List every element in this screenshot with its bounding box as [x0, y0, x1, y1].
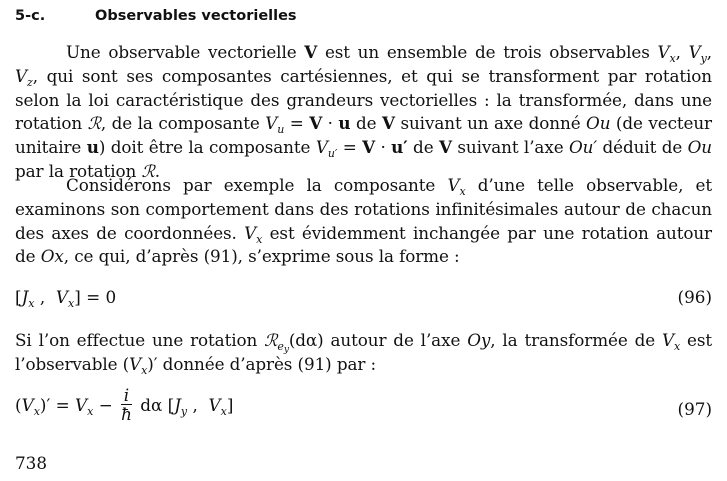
text-run: ) doit être la composante	[98, 137, 316, 158]
text-run: donnée d’après (91) par :	[157, 353, 377, 374]
section-title: Observables vectorielles	[95, 8, 297, 24]
text-run: déduit de	[597, 137, 688, 158]
text-run: , ce qui, d’après (91), s’exprime sous la forme :	[63, 246, 460, 267]
text-run: de	[407, 137, 439, 158]
equation-number: (96)	[677, 287, 712, 307]
equation-number: (97)	[677, 399, 712, 419]
text-run: , la transformée de	[490, 330, 662, 350]
page-number: 738	[15, 453, 48, 473]
text-run: est un ensemble de trois observables	[317, 42, 658, 62]
text-run: est l’observable	[15, 330, 712, 374]
paragraph-rotation: Si l’on effectue une rotation ℛ$_{e_y}$(dα) autour de l’axe Oy, la transformée de $V_x$ est l’observable $(V_x)'$ donnée d’après (91) par :	[15, 330, 712, 377]
text-run: d’une telle observable, et examinons son comportement dans des rotations infinitésimales autour de chacun des axes de coordonnées.	[15, 175, 712, 243]
text-run: .	[154, 160, 160, 181]
equation-96	[15, 287, 712, 311]
text-run: Une observable vectorielle	[66, 42, 305, 62]
text-run: Si l’on effectue une rotation	[15, 330, 265, 350]
text-run: par la rotation	[15, 160, 142, 181]
text-run: suivant un axe donné	[394, 113, 587, 134]
fraction-i-over-hbar: $\frac{i}{ħ}$	[121, 385, 132, 424]
text-run: , qui sont ses composantes cartésiennes, et qui se transforment par rotation selon la loi caractéristique des grandeurs vectorielles : la transformée, dans une rotation	[15, 65, 712, 134]
section-heading	[15, 8, 715, 24]
text-run: de	[350, 113, 383, 134]
equation-expression: [$J_x$ , $V_x] = 0$	[15, 287, 117, 310]
section-number: 5-c.	[15, 8, 46, 24]
equation-97	[15, 385, 712, 432]
text-run: (de vecteur unitaire	[15, 113, 712, 158]
equation-expression: $(V_x)' = V_x$ − $\frac{i}{ħ}$ dα [$J_y$ , $V_x$]	[15, 385, 234, 424]
text-run: suivant l’axe	[451, 137, 569, 158]
text-run: Considérons par exemple la composante	[66, 175, 448, 195]
paragraph-example: Considérons par exemple la composante $V_x$ d’une telle observable, et examinons son comportement dans des rotations infinitésimales autour de chacun des axes de coordonnées. $V_x$ est évidemment inchangée par une rotation autour de Ox, ce qui, d’après (91), s’exprime sous la forme :	[15, 175, 712, 267]
text-run: est évidemment inchangée par une rotation autour de	[15, 222, 712, 267]
paragraph-definition: Une observable vectorielle V est un ensemble de trois observables $V_x$, $V_y$, $V_z$, qui sont ses composantes cartésiennes, et qui se transforment par rotation selon la loi caractéristique des grandeurs vectorielles : la transformée, dans une rotation ℛ, de la composante $V_u = V \cdot u$ de V suivant un axe donné Ou (de vecteur unitaire u) doit être la composante $V_{u'} = V \cdot u'$ de V suivant l’axe Ou′ déduit de Ou par la rotation ℛ.	[15, 42, 713, 181]
text-run: , de la composante	[100, 113, 266, 134]
text-run: autour de l’axe	[323, 330, 468, 350]
